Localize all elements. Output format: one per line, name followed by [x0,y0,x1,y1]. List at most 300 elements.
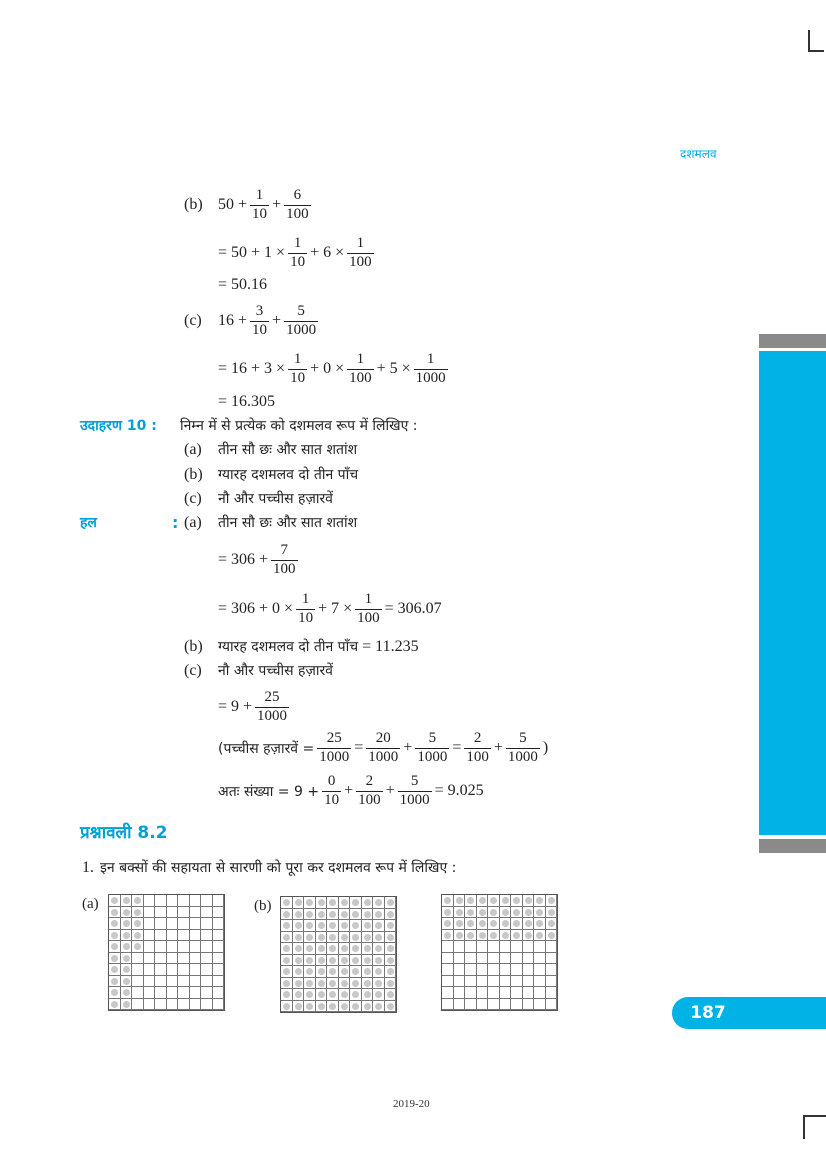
grid-cell [385,989,397,1001]
grid-cell [213,907,225,919]
fraction: $\frac{5}{1000}$ [507,730,538,765]
grid-cell [500,930,512,942]
grid-cell [534,895,546,907]
grid-cell [213,987,225,999]
grid-cell [167,918,179,930]
grid-cell [190,907,202,919]
part-b-result: = 50.16 [218,276,268,293]
grid-cell [121,953,133,965]
grid-cell [132,918,144,930]
grid-cell [385,955,397,967]
grid-cell [465,976,477,988]
fraction: $\frac{20}{1000}$ [368,730,399,765]
grid-cell [178,987,190,999]
grid-cell [511,953,523,965]
crop-mark-top-right [808,30,824,52]
grid-cell [534,907,546,919]
grid-cell [144,999,156,1011]
solution-label: हल [80,515,97,531]
grid-cell [511,976,523,988]
grid-cell [316,920,328,932]
grid-cell [477,999,489,1011]
grid-cell [144,976,156,988]
grid-cell [132,930,144,942]
grid-cell [144,930,156,942]
grid-cell [339,989,351,1001]
grid-cell [167,999,179,1011]
grid-cell [304,955,316,967]
grid-cell [281,897,293,909]
grid-cell [534,918,546,930]
grid-cell [523,976,535,988]
grid-cell [178,907,190,919]
exercise-question-1: 1. इन बक्सों की सहायता से सारणी को पूरा कर दशमलव रूप में लिखिए : [82,858,457,876]
grid-cell [201,953,213,965]
grid-cell [121,999,133,1011]
grid-cell [534,953,546,965]
grid-cell [350,897,362,909]
grid-cell [144,941,156,953]
grid-cell [373,932,385,944]
example-item-b: (b) ग्यारह दशमलव दो तीन पाँच [184,465,359,483]
fraction: $\frac{1}{1000}$ [415,351,446,386]
grid-cell [500,976,512,988]
grid-cell [316,989,328,1001]
fraction: $\frac{1}{10}$ [290,235,306,270]
grid-cell [316,943,328,955]
grid-cell [201,941,213,953]
grid-cell [362,955,374,967]
solution-c: (c) नौ और पच्चीस हज़ारवें [184,661,333,679]
solution-c-line1: = 9 + $\frac{25}{1000}$ [218,689,288,724]
grid-cell [362,897,374,909]
grid-cell [546,976,558,988]
grid-b [280,896,397,1013]
grid-cell [373,897,385,909]
fraction: $\frac{1}{100}$ [349,235,372,270]
grid-cell [523,987,535,999]
part-b-line2: = 50 + 1 × $\frac{1}{10}$ + 6 × $\frac{1}{100}$ [218,235,372,270]
grid-cell [442,953,454,965]
grid-cell [511,930,523,942]
grid-cell [190,987,202,999]
grid-cell [316,932,328,944]
grid-cell [281,909,293,921]
grid-cell [523,918,535,930]
grid-cell [213,976,225,988]
grid-cell [121,987,133,999]
fraction: $\frac{1}{10}$ [290,351,306,386]
grid-cell [339,909,351,921]
grid-cell [190,999,202,1011]
grid-cell [316,897,328,909]
grid-cell [190,976,202,988]
grid-cell [362,966,374,978]
grid-cell [132,987,144,999]
grid-cell [293,897,305,909]
grid-cell [339,978,351,990]
grid-cell [534,976,546,988]
grid-cell [465,918,477,930]
grid-cell [213,930,225,942]
running-head: दशमलव [680,147,717,161]
solution-a-line2: = 306 + 0 × $\frac{1}{10}$ + 7 × $\frac{1}{100}$ = 306.07 [218,591,442,626]
grid-cell [293,943,305,955]
grid-cell [201,987,213,999]
grid-cell [477,976,489,988]
grid-cell [109,953,121,965]
exercise-title: प्रश्नावली 8.2 [80,823,168,843]
grid-cell [500,999,512,1011]
fraction: $\frac{1}{100}$ [349,351,372,386]
grid-cell [293,955,305,967]
grid-cell [511,907,523,919]
grid-cell [454,953,466,965]
grid-cell [293,978,305,990]
grid-cell [546,907,558,919]
grid-cell [281,966,293,978]
fraction: $\frac{25}{1000}$ [257,689,288,724]
grid-cell [500,941,512,953]
grid-cell [488,987,500,999]
grid-cell [488,964,500,976]
grid-cell [350,989,362,1001]
grid-cell [109,895,121,907]
grid-cell [373,955,385,967]
footer-year: 2019-20 [393,1098,430,1110]
grid-cell [201,918,213,930]
grid-cell [477,953,489,965]
fraction: $\frac{1}{10}$ [298,591,314,626]
grid-cell [293,1001,305,1013]
grid-cell [385,897,397,909]
example-10-heading [80,416,418,435]
grid-cell [465,930,477,942]
grid-cell [293,966,305,978]
grid-cell [488,999,500,1011]
grid-cell [350,932,362,944]
side-tab-gray-top [759,334,826,348]
grid-cell [132,895,144,907]
grid-cell [373,966,385,978]
grid-cell [167,964,179,976]
fraction: $\frac{5}{1000}$ [417,730,448,765]
grid-cell [339,920,351,932]
grid-cell [546,895,558,907]
grid-cell [144,907,156,919]
grid-cell [511,999,523,1011]
grid-cell [477,918,489,930]
grid-cell [511,987,523,999]
grid-cell [144,918,156,930]
grid-cell [373,909,385,921]
grid-cell [178,930,190,942]
grid-cell [155,930,167,942]
grid-cell [167,895,179,907]
solution-heading: हल : (a) तीन सौ छः और सात शतांश [80,513,358,532]
grid-cell [488,895,500,907]
grid-cell [155,999,167,1011]
grid-cell [121,907,133,919]
grid-cell [523,895,535,907]
grid-cell [385,909,397,921]
grid-cell [500,907,512,919]
crop-mark-bottom-right [803,1115,826,1139]
grid-cell [454,930,466,942]
grid-cell [385,943,397,955]
grid-cell [523,953,535,965]
example-item-a: (a) तीन सौ छः और सात शतांश [184,440,358,458]
grid-cell [109,941,121,953]
grid-cell [178,964,190,976]
part-c-line1: (c) 16 + $\frac{3}{10}$ + $\frac{5}{1000}$ [184,303,317,338]
grid-cell [327,909,339,921]
grid-cell [201,999,213,1011]
grid-b-label: (b) [254,898,272,914]
grid-cell [178,895,190,907]
grid-cell [477,895,489,907]
grid-a [108,894,225,1011]
grid-cell [488,953,500,965]
grid-cell [167,930,179,942]
grid-cell [373,1001,385,1013]
grid-cell [121,941,133,953]
grid-cell [546,999,558,1011]
grid-cell [534,941,546,953]
grid-cell [293,920,305,932]
grid-cell [534,930,546,942]
grid-cell [190,895,202,907]
grid-cell [546,987,558,999]
grid-cell [500,987,512,999]
grid-cell [511,941,523,953]
grid-cell [190,953,202,965]
fraction: $\frac{5}{1000}$ [399,773,430,808]
solution-a-line1: = 306 + $\frac{7}{100}$ [218,542,296,577]
grid-cell [362,978,374,990]
grid-cell [454,907,466,919]
grid-cell [293,909,305,921]
fraction: $\frac{1}{100}$ [357,591,380,626]
grid-cell [465,941,477,953]
grid-cell [144,987,156,999]
grid-cell [327,1001,339,1013]
grid-cell [132,941,144,953]
grid-cell [327,966,339,978]
grid-cell [190,964,202,976]
fraction: $\frac{2}{100}$ [358,773,381,808]
grid-cell [385,966,397,978]
grid-cell [350,955,362,967]
grid-cell [500,918,512,930]
grid-cell [144,964,156,976]
grid-cell [178,918,190,930]
grid-cell [477,907,489,919]
grid-cell [281,932,293,944]
grid-cell [201,930,213,942]
grid-cell [546,964,558,976]
grid-cell [281,943,293,955]
grid-cell [523,941,535,953]
grid-cell [350,966,362,978]
grid-cell [281,1001,293,1013]
grid-cell [132,907,144,919]
grid-cell [144,953,156,965]
grid-cell [511,918,523,930]
grid-cell [454,941,466,953]
grid-cell [546,930,558,942]
grid-cell [442,895,454,907]
grid-cell [155,895,167,907]
grid-cell [477,941,489,953]
fraction: $\frac{6}{100}$ [286,187,309,222]
grid-cell [523,999,535,1011]
grid-cell [339,955,351,967]
grid-cell [121,964,133,976]
grid-cell [477,987,489,999]
grid-cell [465,895,477,907]
grid-cell [109,999,121,1011]
grid-cell [109,976,121,988]
grid-cell [316,1001,328,1013]
grid-cell [132,976,144,988]
grid-cell [167,976,179,988]
grid-cell [488,941,500,953]
fraction: $\frac{2}{100}$ [466,730,489,765]
grid-cell [109,918,121,930]
grid-cell [350,978,362,990]
grid-cell [327,932,339,944]
grid-cell [213,964,225,976]
grid-cell [213,918,225,930]
grid-cell [304,920,316,932]
grid-cell [201,964,213,976]
side-tab-blue [759,351,826,835]
grid-a-label: (a) [82,896,99,912]
grid-cell [339,897,351,909]
grid-cell [534,999,546,1011]
grid-cell [109,964,121,976]
grid-cell [534,964,546,976]
grid-cell [465,999,477,1011]
grid-cell [316,966,328,978]
grid-cell [511,964,523,976]
grid-cell [500,895,512,907]
grid-cell [213,941,225,953]
grid-cell [201,895,213,907]
grid-cell [362,909,374,921]
grid-cell [362,1001,374,1013]
example-question: निम्न में से प्रत्येक को दशमलव रूप में लिखिए : [180,418,418,434]
grid-cell [454,987,466,999]
grid-cell [373,978,385,990]
grid-cell [304,966,316,978]
grid-cell [304,1001,316,1013]
fraction: $\frac{0}{10}$ [324,773,340,808]
grid-cell [167,987,179,999]
grid-cell [442,987,454,999]
grid-cell [500,964,512,976]
grid-cell [121,895,133,907]
grid-cell [327,897,339,909]
grid-cell [385,932,397,944]
grid-cell [155,907,167,919]
grid-cell [339,943,351,955]
grid-cell [201,976,213,988]
grid-cell [327,989,339,1001]
grid-cell [546,953,558,965]
grid-cell [523,964,535,976]
grid-cell [144,895,156,907]
grid-cell [281,978,293,990]
grid-cell [213,999,225,1011]
part-c-result: = 16.305 [218,393,276,410]
grid-cell [155,941,167,953]
grid-cell [339,932,351,944]
grid-cell [327,920,339,932]
grid-cell [511,895,523,907]
grid-cell [488,976,500,988]
grid-cell [442,999,454,1011]
grid-cell [155,918,167,930]
grid-cell [534,987,546,999]
grid-cell [190,918,202,930]
grid-cell [442,918,454,930]
fraction: $\frac{5}{1000}$ [286,303,317,338]
grid-cell [132,953,144,965]
solution-c-line3: अतः संख्या = 9 + $\frac{0}{10}$ + $\frac{2}{100}$ + $\frac{5}{1000}$ = 9.025 [218,773,484,808]
grid-cell [213,953,225,965]
grid-cell [316,955,328,967]
grid-cell [213,895,225,907]
grid-cell [454,976,466,988]
grid-cell [523,907,535,919]
grid-cell [190,941,202,953]
solution-c-line2: (पच्चीस हज़ारवें = $\frac{25}{1000}$ = $\frac{20}{1000}$ + $\frac{5}{1000}$ = $\frac{2}{100}$ + $\frac{5}{1000}$ ) [218,730,549,765]
grid-cell [304,897,316,909]
grid-cell [350,920,362,932]
grid-cell [442,907,454,919]
grid-cell [385,920,397,932]
fraction: $\frac{1}{10}$ [252,187,268,222]
grid-cell [316,978,328,990]
grid-cell [327,943,339,955]
grid-cell [155,953,167,965]
grid-cell [178,999,190,1011]
grid-cell [178,976,190,988]
grid-cell [477,930,489,942]
example-item-c: (c) नौ और पच्चीस हज़ारवें [184,489,333,507]
side-tab-gray-bottom [759,839,826,853]
grid-cell [373,920,385,932]
grid-cell [155,976,167,988]
grid-cell [350,943,362,955]
grid-cell [293,932,305,944]
grid-cell [465,907,477,919]
grid-cell [304,978,316,990]
grid-cell [281,989,293,1001]
grid-cell [155,964,167,976]
grid-cell [546,941,558,953]
grid-cell [178,953,190,965]
grid-cell [109,930,121,942]
grid-cell [350,1001,362,1013]
grid-cell [155,987,167,999]
grid-cell [373,943,385,955]
grid-cell [327,955,339,967]
grid-cell [339,1001,351,1013]
grid-cell [500,953,512,965]
